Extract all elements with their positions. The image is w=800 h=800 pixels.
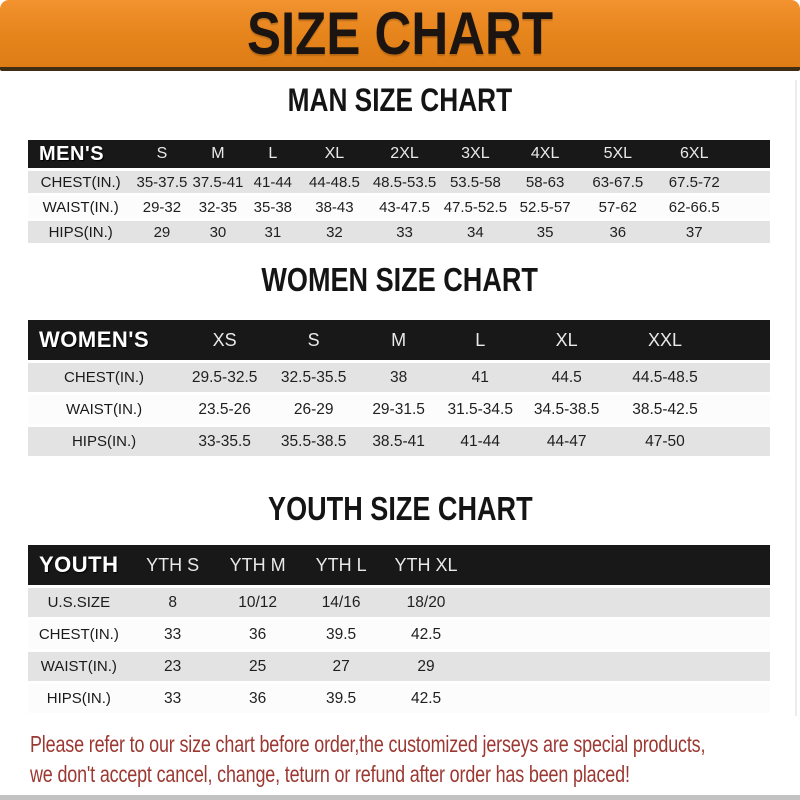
- youth-size-table: [28, 542, 770, 716]
- table-label: WOMEN'S: [28, 320, 180, 360]
- filler-cell: [733, 196, 770, 218]
- table-row: [28, 196, 770, 218]
- column-header: 4XL: [510, 140, 580, 168]
- man-size-table: [28, 137, 770, 246]
- size-value: 41: [439, 363, 521, 392]
- column-header: YTH L: [300, 545, 383, 585]
- filler-cell: [469, 620, 770, 649]
- header-filler-cell: [469, 545, 770, 585]
- row-label: WAIST(IN.): [28, 652, 130, 681]
- size-value: 67.5-72: [656, 171, 733, 193]
- table-row: [28, 588, 770, 617]
- size-value: 35-37.5: [133, 171, 190, 193]
- column-header: XXL: [612, 320, 718, 360]
- column-header: YTH M: [216, 545, 300, 585]
- size-value: 30: [190, 221, 245, 243]
- size-value: 32.5-35.5: [269, 363, 358, 392]
- column-header: M: [190, 140, 245, 168]
- column-header: 2XL: [369, 140, 441, 168]
- column-header: L: [245, 140, 300, 168]
- header-filler-cell: [733, 140, 770, 168]
- disclaimer: [30, 729, 779, 789]
- size-value: 29: [133, 221, 190, 243]
- size-value: 44.5-48.5: [612, 363, 718, 392]
- size-value: 41-44: [439, 427, 521, 456]
- column-header: YTH S: [130, 545, 216, 585]
- size-value: 36: [216, 620, 300, 649]
- size-value: 36: [216, 684, 300, 713]
- row-label: WAIST(IN.): [28, 395, 180, 424]
- table-row: [28, 684, 770, 713]
- row-label: WAIST(IN.): [28, 196, 133, 218]
- women-size-table: [28, 317, 770, 459]
- youth-section-heading-text: YOUTH SIZE CHART: [267, 490, 533, 527]
- size-value: 38.5-41: [358, 427, 439, 456]
- size-value: 37.5-41: [190, 171, 245, 193]
- filler-cell: [718, 395, 770, 424]
- size-value: 44.5: [521, 363, 612, 392]
- size-value: 33: [130, 620, 216, 649]
- size-value: 38: [358, 363, 439, 392]
- size-value: 8: [130, 588, 216, 617]
- size-value: 29-31.5: [358, 395, 439, 424]
- filler-cell: [718, 427, 770, 456]
- table-row: [28, 221, 770, 243]
- table-row: [28, 620, 770, 649]
- header-filler-cell: [718, 320, 770, 360]
- row-label: CHEST(IN.): [28, 620, 130, 649]
- size-value: 26-29: [269, 395, 358, 424]
- filler-cell: [469, 588, 770, 617]
- table-row: [28, 395, 770, 424]
- column-header: 6XL: [656, 140, 733, 168]
- size-value: 29.5-32.5: [180, 363, 269, 392]
- row-label: U.S.SIZE: [28, 588, 130, 617]
- banner-title: SIZE CHART: [247, 0, 553, 67]
- size-value: 10/12: [216, 588, 300, 617]
- scan-edge-line: [795, 80, 797, 716]
- youth-section-heading: [0, 491, 800, 527]
- size-value: 39.5: [300, 620, 383, 649]
- size-value: 34: [441, 221, 511, 243]
- column-header: 5XL: [580, 140, 656, 168]
- column-header: S: [133, 140, 190, 168]
- size-value: 18/20: [383, 588, 470, 617]
- table-row: [28, 652, 770, 681]
- size-value: 39.5: [300, 684, 383, 713]
- row-label: CHEST(IN.): [28, 363, 180, 392]
- table-row: [28, 427, 770, 456]
- size-value: 43-47.5: [369, 196, 441, 218]
- man-section-heading: [0, 82, 800, 118]
- size-value: 14/16: [300, 588, 383, 617]
- size-value: 44-48.5: [300, 171, 368, 193]
- filler-cell: [733, 221, 770, 243]
- banner: [0, 0, 800, 71]
- bottom-strip: [0, 795, 800, 800]
- size-value: 42.5: [383, 620, 470, 649]
- table-label: MEN'S: [28, 140, 133, 168]
- size-value: 23.5-26: [180, 395, 269, 424]
- women-table-header-row: [28, 320, 770, 360]
- column-header: XS: [180, 320, 269, 360]
- size-value: 48.5-53.5: [369, 171, 441, 193]
- size-value: 29-32: [133, 196, 190, 218]
- man-section-heading-text: MAN SIZE CHART: [287, 82, 513, 118]
- column-header: M: [358, 320, 439, 360]
- size-value: 37: [656, 221, 733, 243]
- size-value: 32-35: [190, 196, 245, 218]
- table-row: [28, 171, 770, 193]
- row-label: HIPS(IN.): [28, 427, 180, 456]
- size-value: 27: [300, 652, 383, 681]
- size-value: 31: [245, 221, 300, 243]
- filler-cell: [733, 171, 770, 193]
- size-value: 35: [510, 221, 580, 243]
- size-value: 35-38: [245, 196, 300, 218]
- size-value: 29: [383, 652, 470, 681]
- filler-cell: [469, 684, 770, 713]
- column-header: S: [269, 320, 358, 360]
- size-value: 34.5-38.5: [521, 395, 612, 424]
- size-value: 44-47: [521, 427, 612, 456]
- size-value: 58-63: [510, 171, 580, 193]
- table-row: [28, 363, 770, 392]
- column-header: XL: [521, 320, 612, 360]
- size-value: 47.5-52.5: [441, 196, 511, 218]
- size-value: 41-44: [245, 171, 300, 193]
- size-value: 33-35.5: [180, 427, 269, 456]
- table-label: YOUTH: [28, 545, 130, 585]
- column-header: YTH XL: [383, 545, 470, 585]
- size-value: 31.5-34.5: [439, 395, 521, 424]
- size-value: 42.5: [383, 684, 470, 713]
- column-header: XL: [300, 140, 368, 168]
- size-value: 53.5-58: [441, 171, 511, 193]
- youth-table-header-row: [28, 545, 770, 585]
- man-table-header-row: [28, 140, 770, 168]
- size-value: 33: [130, 684, 216, 713]
- row-label: HIPS(IN.): [28, 221, 133, 243]
- size-value: 38.5-42.5: [612, 395, 718, 424]
- row-label: CHEST(IN.): [28, 171, 133, 193]
- column-header: L: [439, 320, 521, 360]
- size-value: 47-50: [612, 427, 718, 456]
- size-value: 63-67.5: [580, 171, 656, 193]
- size-value: 32: [300, 221, 368, 243]
- disclaimer-line-2: we don't accept cancel, change, teturn or refund after order has been placed!: [30, 761, 630, 787]
- filler-cell: [718, 363, 770, 392]
- row-label: HIPS(IN.): [28, 684, 130, 713]
- size-value: 62-66.5: [656, 196, 733, 218]
- size-value: 57-62: [580, 196, 656, 218]
- disclaimer-line-1: Please refer to our size chart before order,the customized jerseys are special products,: [30, 731, 706, 757]
- column-header: 3XL: [441, 140, 511, 168]
- size-value: 38-43: [300, 196, 368, 218]
- women-section-heading-text: WOMEN SIZE CHART: [261, 261, 539, 298]
- size-value: 23: [130, 652, 216, 681]
- size-value: 36: [580, 221, 656, 243]
- size-value: 25: [216, 652, 300, 681]
- size-value: 52.5-57: [510, 196, 580, 218]
- size-value: 35.5-38.5: [269, 427, 358, 456]
- filler-cell: [469, 652, 770, 681]
- women-section-heading: [0, 262, 800, 298]
- size-value: 33: [369, 221, 441, 243]
